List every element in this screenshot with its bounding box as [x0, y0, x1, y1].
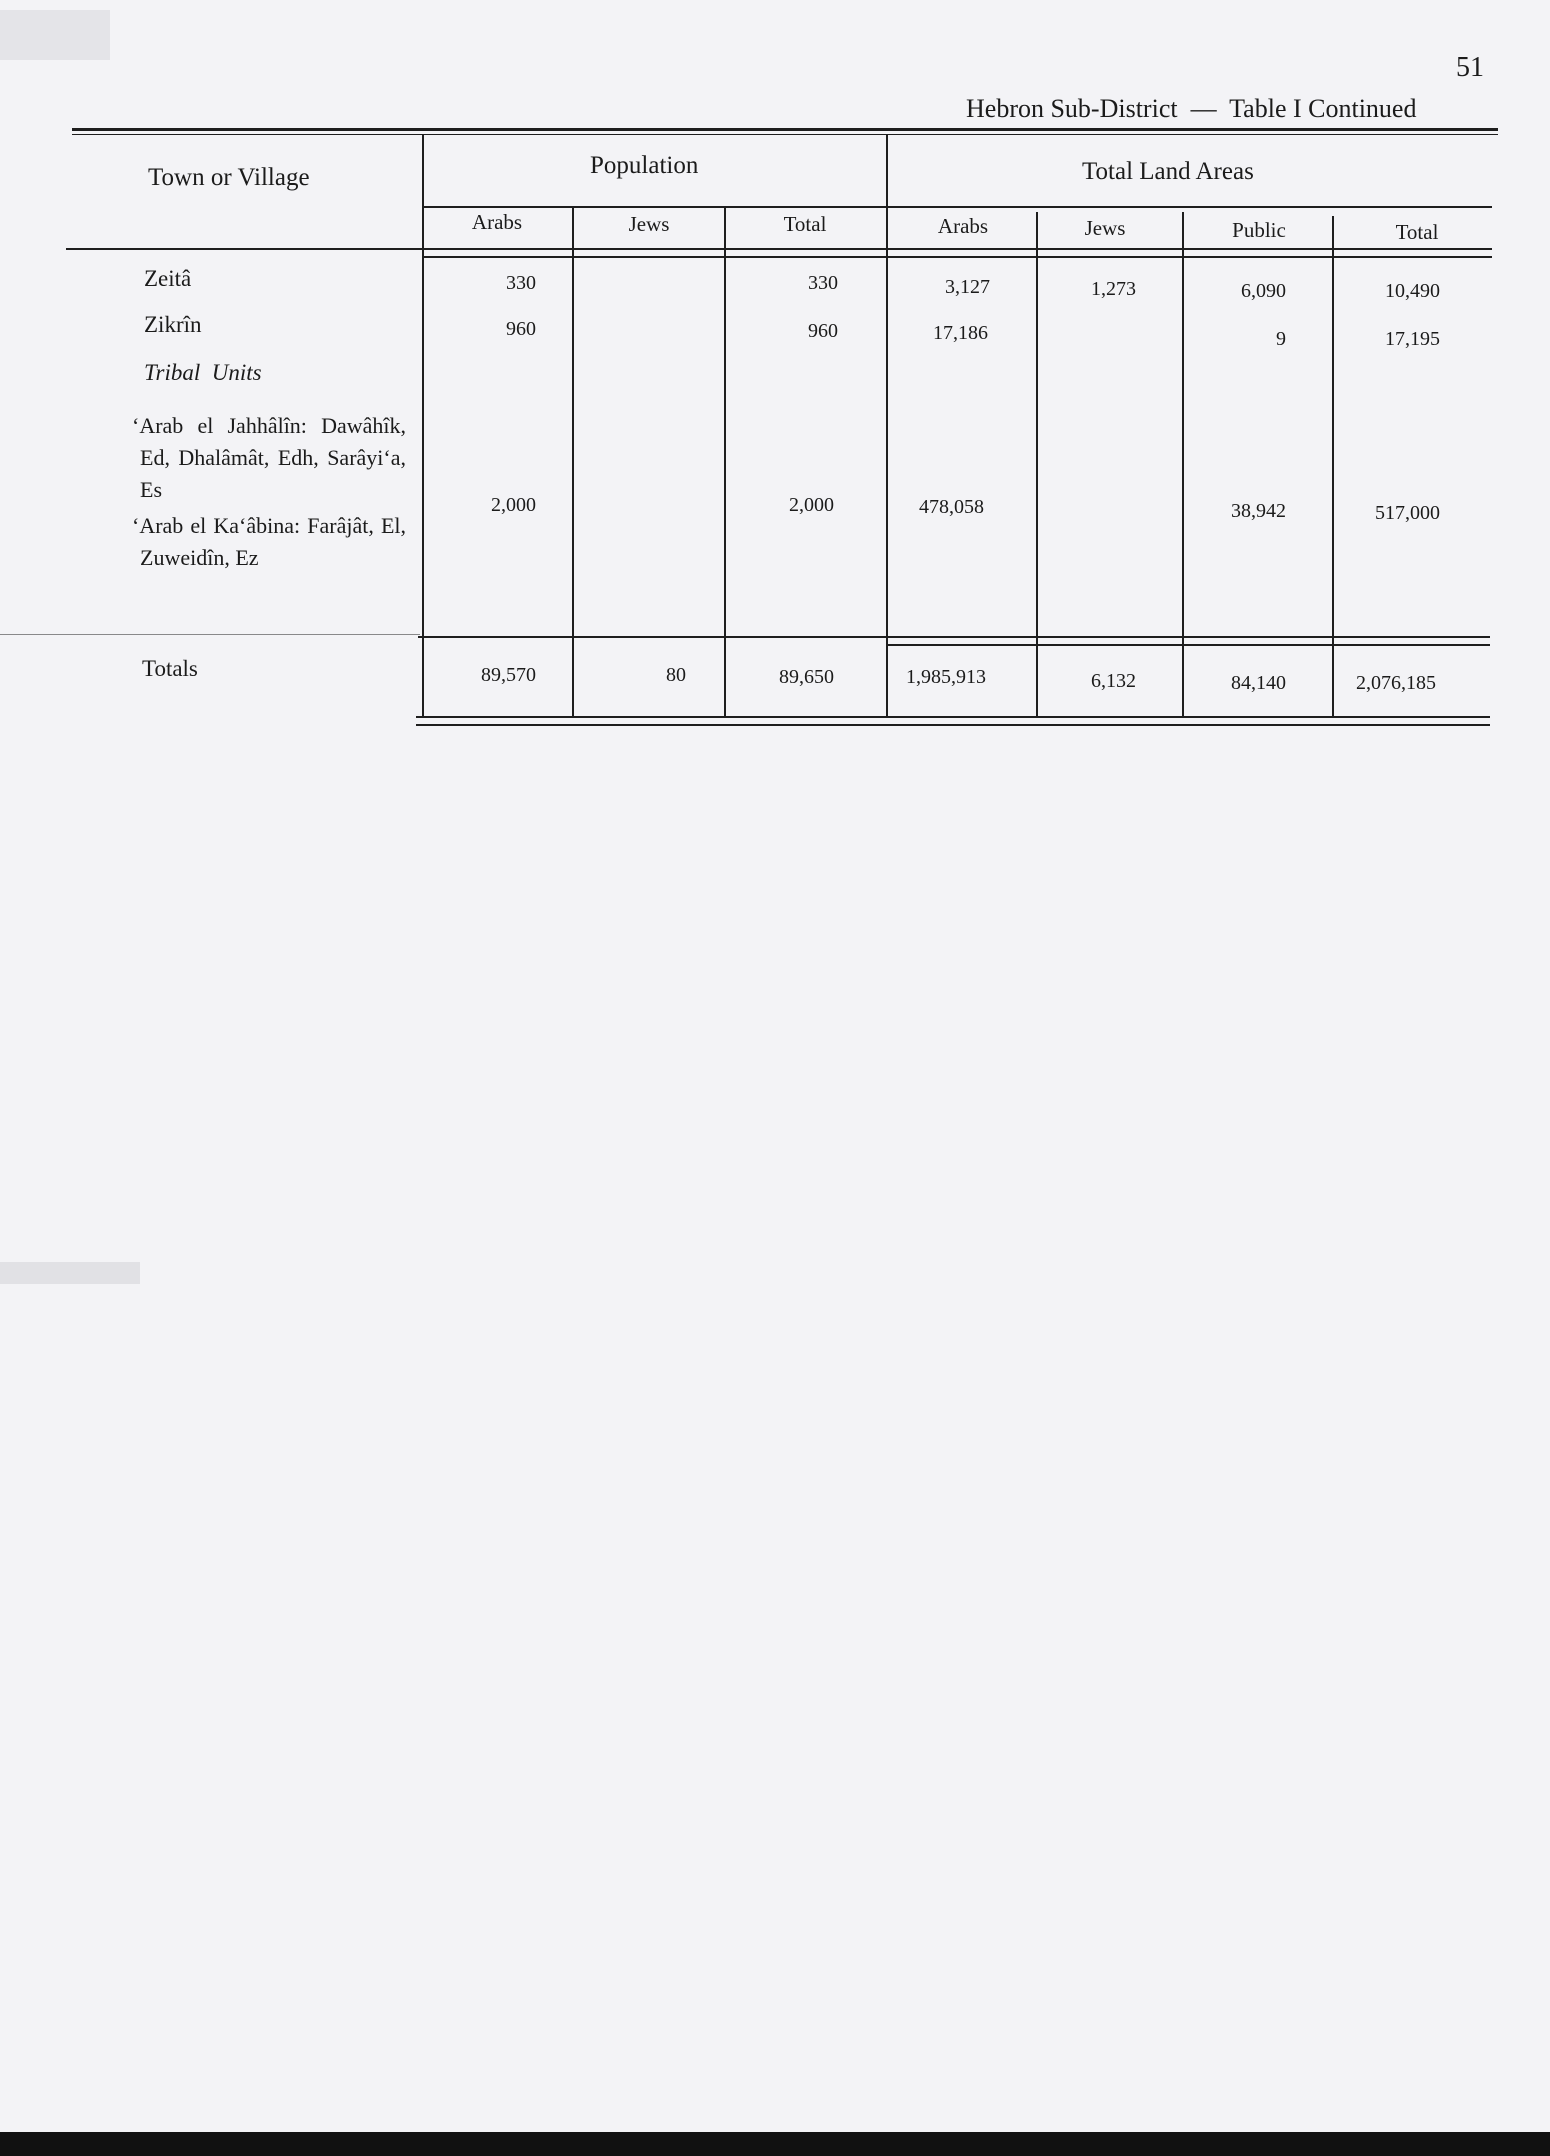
- cell-pop-arabs: 89,570: [481, 664, 536, 686]
- subheader-pop-arabs: Arabs: [471, 210, 523, 234]
- cell-land-arabs: 478,058: [919, 496, 984, 518]
- subheader-pop-total: Total: [783, 212, 827, 236]
- cell-pop-total: 2,000: [789, 494, 834, 516]
- totals-rule: [886, 644, 1490, 646]
- tribal-entry: ʻArab el Kaʻâbina: Farâjât, El, Zuweidîn, Ez: [132, 513, 406, 570]
- top-rule: [72, 134, 1498, 135]
- subheader-land-public: Public: [1232, 218, 1286, 242]
- page-number: 51: [1456, 52, 1484, 83]
- cell-land-jews: 1,273: [1091, 278, 1136, 300]
- cell-land-arabs: 3,127: [945, 276, 990, 298]
- cell-pop-arabs: 960: [506, 318, 536, 340]
- row-label: Zikrîn: [144, 312, 202, 337]
- group-header-land: Total Land Areas: [1082, 158, 1254, 185]
- cell-land-public: 6,090: [1241, 280, 1286, 302]
- scan-artifact: [0, 10, 110, 60]
- subheader-land-total: Total: [1395, 220, 1439, 244]
- cell-pop-arabs: 330: [506, 272, 536, 294]
- cell-pop-jews: 80: [666, 664, 686, 686]
- cell-land-arabs: 17,186: [933, 322, 988, 344]
- column-rule: [886, 134, 888, 718]
- cell-land-public: 9: [1276, 328, 1286, 350]
- cell-land-jews: 6,132: [1091, 670, 1136, 692]
- cell-pop-total: 330: [808, 272, 838, 294]
- tribal-heading: Tribal Units: [144, 360, 262, 385]
- cell-land-total: 2,076,185: [1356, 672, 1436, 694]
- scan-artifact: [0, 1262, 140, 1284]
- subheader-pop-jews: Jews: [628, 212, 670, 236]
- subheader-land-jews: Jews: [1084, 216, 1126, 240]
- totals-label: Totals: [142, 656, 198, 681]
- cell-pop-arabs: 2,000: [491, 494, 536, 516]
- scan-bottom-edge: [0, 2132, 1550, 2156]
- cell-land-total: 517,000: [1375, 502, 1440, 524]
- group-header-population: Population: [590, 152, 699, 179]
- bottom-rule: [416, 724, 1490, 726]
- top-rule: [72, 128, 1498, 131]
- cell-land-public: 84,140: [1231, 672, 1286, 694]
- column-rule: [572, 206, 574, 718]
- cell-land-total: 17,195: [1385, 328, 1440, 350]
- cell-land-arabs: 1,985,913: [906, 666, 986, 688]
- cell-land-total: 10,490: [1385, 280, 1440, 302]
- cell-pop-total: 89,650: [779, 666, 834, 688]
- totals-rule: [0, 634, 420, 635]
- bottom-rule: [416, 716, 1490, 718]
- tribal-entry: ʻArab el Jahhâlîn: Dawâhîk, Ed, Dhalâmât, Edh, Sarâyiʻa, Es: [132, 413, 406, 502]
- subheader-land-arabs: Arabs: [937, 214, 989, 238]
- subheader-rule: [66, 248, 1492, 250]
- column-header-town: Town or Village: [148, 164, 310, 191]
- row-label: Zeitâ: [144, 266, 192, 291]
- cell-land-public: 38,942: [1231, 500, 1286, 522]
- running-head: Hebron Sub-District — Table I Continued: [966, 94, 1417, 123]
- header-rule: [424, 206, 1492, 208]
- column-rule: [422, 134, 424, 718]
- totals-rule: [418, 636, 1490, 638]
- cell-pop-total: 960: [808, 320, 838, 342]
